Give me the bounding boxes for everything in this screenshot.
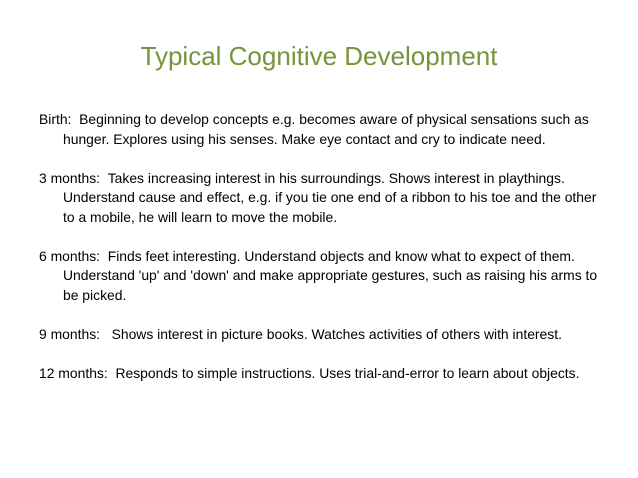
milestone-label: Birth:	[39, 111, 72, 127]
milestone-9-months	[39, 325, 599, 345]
milestone-label: 12 months:	[39, 364, 108, 381]
milestone-text: Responds to simple instructions. Uses trial-and-error to learn about objects.	[115, 364, 580, 381]
milestone-birth	[39, 110, 599, 149]
milestone-3-months	[39, 169, 599, 228]
slide-body	[39, 110, 599, 403]
milestone-label: 6 months:	[39, 247, 100, 264]
milestone-text: Shows interest in picture books. Watches activities of others with interest.	[111, 325, 562, 342]
milestone-label: 3 months:	[39, 169, 100, 186]
milestone-text: Takes increasing interest in his surroundings. Shows interest in playthings. Understand cause and effect, e.g. if you tie one end of a ribbon to his toe and the other to a mobile, he will learn to move the mobile.	[63, 169, 597, 225]
milestone-12-months	[39, 364, 599, 384]
milestone-text: Beginning to develop concepts e.g. becomes aware of physical sensations such as hunger. Explores using his senses. Make eye contact and cry to indicate need.	[63, 111, 589, 147]
slide-title: Typical Cognitive Development	[140, 41, 498, 71]
milestone-6-months	[39, 247, 599, 306]
milestone-label: 9 months:	[39, 325, 100, 342]
milestone-text: Finds feet interesting. Understand objects and know what to expect of them. Understand 'up' and 'down' and make appropriate gestures, such as raising his arms to be picked.	[63, 247, 598, 303]
